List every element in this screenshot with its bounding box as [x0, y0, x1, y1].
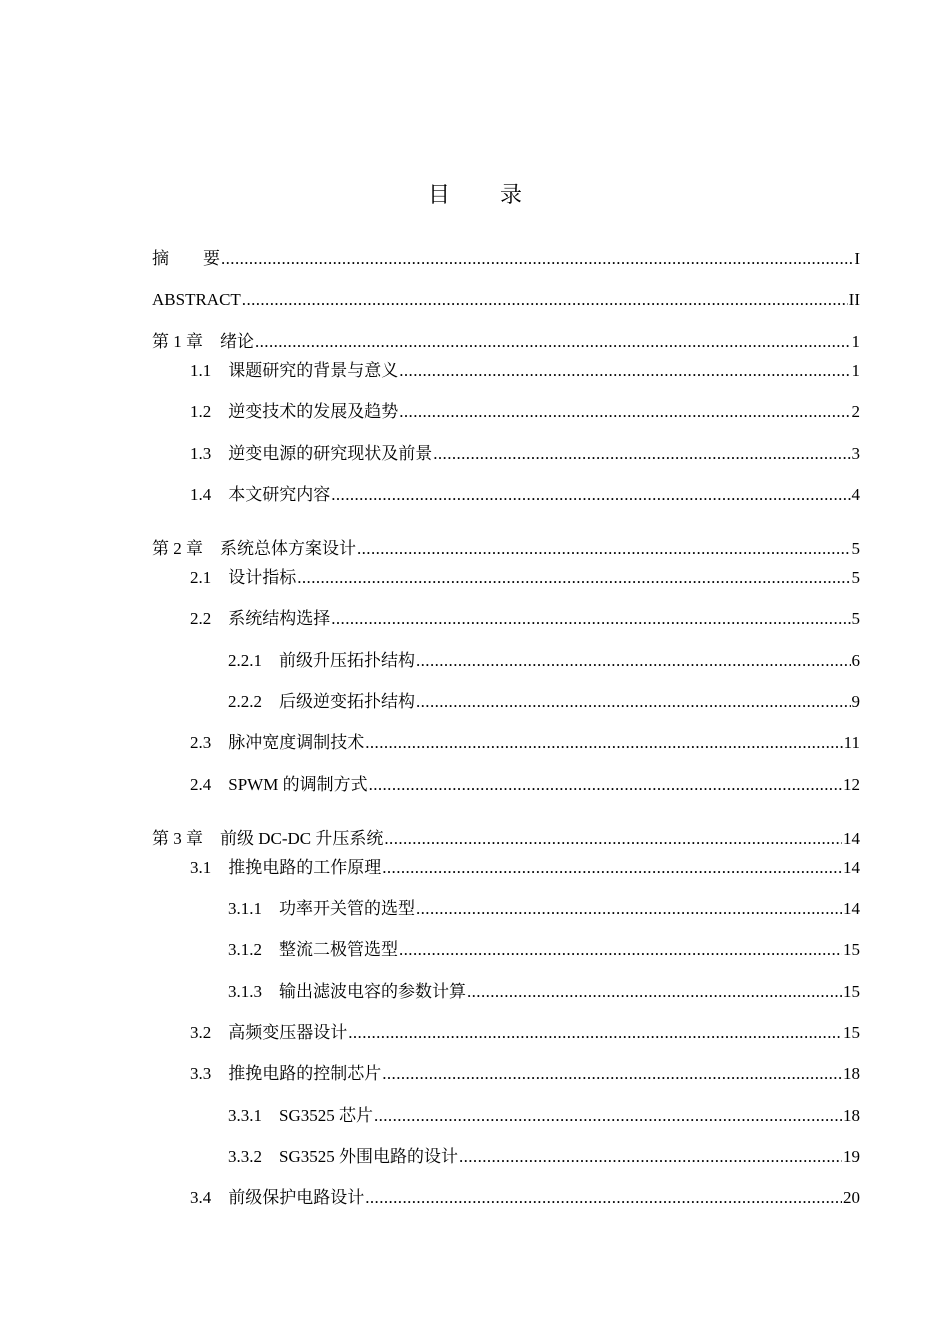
toc-entry-page: 18 [843, 1064, 860, 1083]
toc-entry-page: 15 [843, 982, 860, 1001]
toc-entry-3-1-2[interactable] [228, 939, 860, 961]
toc-entry-page: 1 [851, 332, 860, 351]
toc-entry-number: 3.2 [190, 1023, 229, 1042]
toc-entry-number: 1.2 [190, 402, 229, 421]
toc-entry-1-2[interactable] [190, 401, 860, 423]
toc-dot-leader [399, 401, 850, 423]
toc-dot-leader [221, 248, 853, 270]
toc-entry-label: 推挽电路的控制芯片 [228, 1064, 382, 1083]
toc-dot-leader [399, 360, 850, 382]
toc-entry-label: 脉冲宽度调制技术 [228, 733, 365, 752]
toc-entry-number: 3.3.2 [228, 1147, 279, 1166]
toc-entry-label: 逆变电源的研究现状及前景 [228, 444, 433, 463]
toc-dot-leader [374, 1105, 842, 1127]
toc-entry-page: 5 [851, 609, 860, 628]
toc-entry-label: 系统总体方案设计 [220, 539, 356, 558]
toc-entry-page: 11 [843, 733, 860, 752]
toc-dot-leader [382, 857, 842, 879]
toc-dot-leader [459, 1146, 842, 1168]
toc-dot-leader [297, 567, 850, 589]
toc-entry-label: 课题研究的背景与意义 [228, 361, 399, 380]
toc-entry-page: 5 [851, 568, 860, 587]
toc-dot-leader [365, 1187, 842, 1209]
toc-dot-leader [416, 691, 851, 713]
toc-entry-label: 功率开关管的选型 [279, 899, 415, 918]
toc-dot-leader [242, 289, 848, 311]
toc-entry-number: 3.1.2 [228, 940, 279, 959]
toc-entry-number: 2.2.1 [228, 651, 279, 670]
toc-entry-number: 3.1.1 [228, 899, 279, 918]
toc-entry-label: 推挽电路的工作原理 [228, 858, 382, 877]
toc-entry-label: 整流二极管选型 [279, 940, 398, 959]
toc-dot-leader [467, 981, 842, 1003]
toc-entry-label: 前级保护电路设计 [228, 1188, 365, 1207]
toc-entry-3-2[interactable] [190, 1022, 860, 1044]
title-right-char: 录 [500, 183, 523, 208]
toc-entry-label: SPWM 的调制方式 [228, 775, 368, 794]
toc-entry-2-2-2[interactable] [228, 691, 860, 713]
toc-entry-page: 3 [851, 444, 860, 463]
toc-dot-leader [384, 828, 842, 850]
toc-entry-number: 第 2 章 [152, 539, 220, 558]
toc-entry-page: 14 [843, 858, 860, 877]
toc-entry-3-1[interactable] [190, 857, 860, 879]
toc-entry-page: 14 [843, 899, 860, 918]
toc-entry-page: 19 [843, 1147, 860, 1166]
toc-entry-page: 4 [851, 485, 860, 504]
toc-entry-label: 系统结构选择 [228, 609, 331, 628]
toc-entry-page: I [854, 249, 860, 268]
toc-dot-leader [255, 331, 851, 353]
toc-entry-abstract-cn[interactable] [152, 248, 860, 270]
toc-entry-3-3[interactable] [190, 1063, 860, 1085]
toc-entry-number: 摘 要 [152, 249, 220, 268]
toc-entry-number: 3.1 [190, 858, 229, 877]
toc-entry-page: 1 [851, 361, 860, 380]
toc-entry-3-4[interactable] [190, 1187, 860, 1209]
toc-entry-number: 3.4 [190, 1188, 229, 1207]
toc-entry-number: 1.1 [190, 361, 229, 380]
toc-entry-label: SG3525 外围电路的设计 [279, 1147, 458, 1166]
toc-dot-leader [365, 732, 842, 754]
toc-entry-abstract-en[interactable] [152, 289, 860, 311]
toc-entry-label: 前级 DC-DC 升压系统 [220, 829, 384, 848]
toc-entry-label: 绪论 [220, 332, 254, 351]
toc-entry-page: 15 [843, 1023, 860, 1042]
toc-entry-label: 高频变压器设计 [228, 1023, 348, 1042]
toc-dot-leader [357, 538, 851, 560]
toc-entry-label: 本文研究内容 [228, 485, 331, 504]
toc-dot-leader [399, 939, 842, 961]
toc-entry-number: 2.2 [190, 609, 229, 628]
toc-entry-3-3-2[interactable] [228, 1146, 860, 1168]
toc-entry-page: 14 [843, 829, 860, 848]
toc-entry-3-1-3[interactable] [228, 981, 860, 1003]
toc-entry-2-2-1[interactable] [228, 650, 860, 672]
toc-entry-1-1[interactable] [190, 360, 860, 382]
toc-entry-number: 2.1 [190, 568, 229, 587]
toc-entry-1-3[interactable] [190, 443, 860, 465]
toc-dot-leader [433, 443, 850, 465]
toc-entry-page: 12 [843, 775, 860, 794]
title-left-char: 目 [427, 183, 450, 208]
toc-dot-leader [348, 1022, 842, 1044]
toc-entry-number: 1.4 [190, 485, 229, 504]
toc-entry-chapter-1[interactable] [152, 331, 860, 353]
toc-entry-2-4[interactable] [190, 774, 860, 796]
toc-entry-1-4[interactable] [190, 484, 860, 506]
toc-entry-2-2[interactable] [190, 608, 860, 630]
toc-dot-leader [369, 774, 842, 796]
toc-entry-number: 第 3 章 [152, 829, 220, 848]
toc-entry-label: 设计指标 [228, 568, 297, 587]
toc-entry-page: 15 [843, 940, 860, 959]
toc-entry-label: 后级逆变拓扑结构 [279, 692, 415, 711]
toc-entry-number: 3.1.3 [228, 982, 279, 1001]
toc-entry-3-1-1[interactable] [228, 898, 860, 920]
toc-entry-2-3[interactable] [190, 732, 860, 754]
toc-entry-page: II [848, 290, 860, 309]
toc-entry-number: 2.2.2 [228, 692, 279, 711]
toc-entry-number: 3.3.1 [228, 1106, 279, 1125]
toc-dot-leader [416, 650, 851, 672]
toc-entry-page: 18 [843, 1106, 860, 1125]
toc-entry-number: 2.3 [190, 733, 229, 752]
toc-entry-2-1[interactable] [190, 567, 860, 589]
toc-entry-page: 20 [843, 1188, 860, 1207]
toc-entry-label: ABSTRACT [152, 290, 241, 309]
toc-entry-chapter-2[interactable] [152, 538, 860, 560]
toc-entry-number: 1.3 [190, 444, 229, 463]
toc-entry-page: 6 [851, 651, 860, 670]
toc-entry-number: 2.4 [190, 775, 229, 794]
toc-dot-leader [331, 484, 850, 506]
page-title [0, 178, 950, 209]
toc-dot-leader [331, 608, 850, 630]
toc-entry-chapter-3[interactable] [152, 828, 860, 850]
toc-dot-leader [382, 1063, 842, 1085]
toc-entry-label: SG3525 芯片 [279, 1106, 373, 1125]
toc-entry-label: 前级升压拓扑结构 [279, 651, 415, 670]
toc-entry-number: 第 1 章 [152, 332, 220, 351]
toc-entry-label: 输出滤波电容的参数计算 [279, 982, 466, 1001]
toc-entry-3-3-1[interactable] [228, 1105, 860, 1127]
toc-entry-page: 9 [851, 692, 860, 711]
toc-entry-number: 3.3 [190, 1064, 229, 1083]
toc-entry-page: 5 [851, 539, 860, 558]
toc-entry-label: 逆变技术的发展及趋势 [228, 402, 399, 421]
toc-dot-leader [416, 898, 842, 920]
toc-entry-page: 2 [851, 402, 860, 421]
